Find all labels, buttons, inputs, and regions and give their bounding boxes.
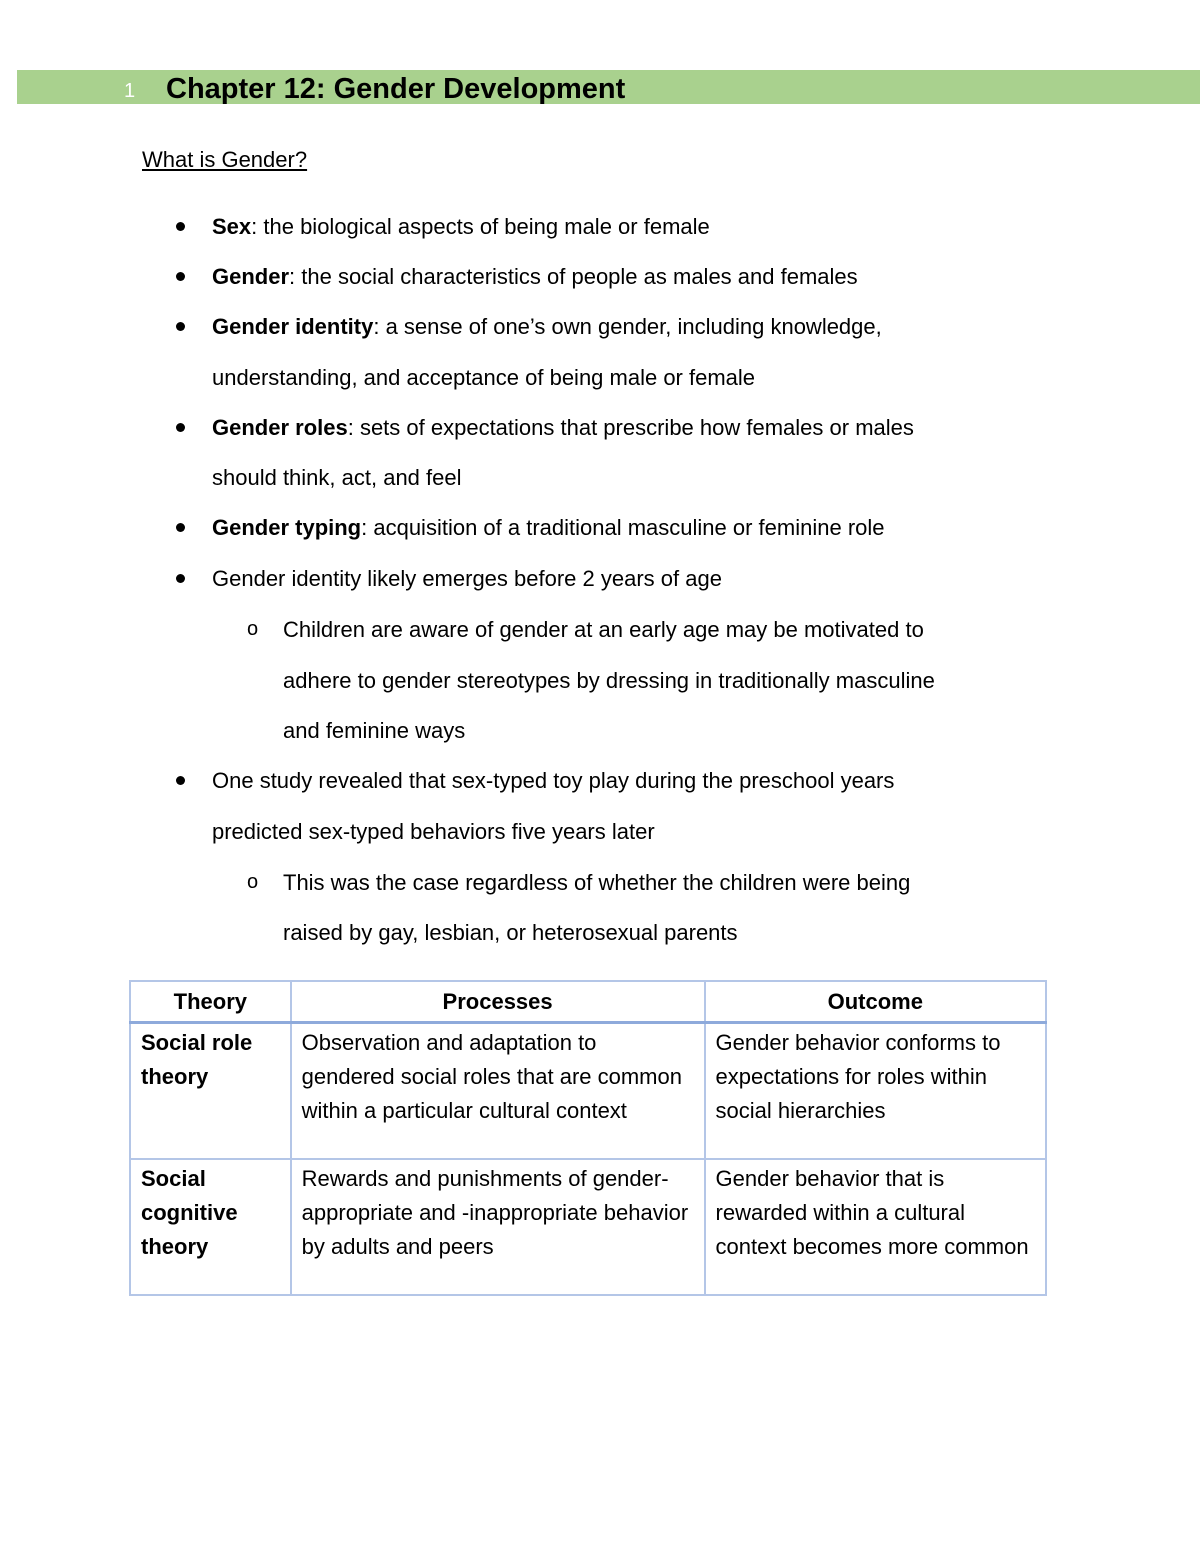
definition: : acquisition of a traditional masculine or feminine role [361,515,885,540]
sub-item-text: This was the case regardless of whether the children were being [283,870,911,895]
list-item [212,402,914,453]
bullet-icon [176,272,185,281]
sub-bullet-icon: o [247,871,259,893]
definition: Gender identity likely emerges before 2 years of age [212,566,722,591]
table-row [130,1023,1046,1160]
bullet-icon [176,523,185,532]
bullet-icon [176,423,185,432]
list-item-continuation: predicted sex-typed behaviors five years later [212,819,655,844]
definition: : a sense of one’s own gender, including knowledge, [373,314,882,339]
sub-item-continuation: raised by gay, lesbian, or heterosexual parents [283,920,738,945]
column-header-processes: Processes [291,981,705,1023]
column-header-theory: Theory [130,981,291,1023]
term: Gender roles [212,415,348,440]
table-header-row [130,981,1046,1023]
term: Gender typing [212,515,362,540]
page-number: 1 [124,80,136,102]
bullet-icon [176,776,185,785]
outcome-cell: Gender behavior conforms to expectations for roles within social hierarchies [705,1023,1046,1160]
list-item-continuation: understanding, and acceptance of being male or female [212,365,756,390]
theory-cell: Social cognitive theory [130,1159,291,1295]
definition: : the biological aspects of being male or female [251,214,710,239]
theory-cell: Social role theory [130,1023,291,1160]
sub-bullet-icon: o [247,618,259,640]
page-title: Chapter 12: Gender Development [166,73,626,105]
term: Sex [212,214,252,239]
definition: : sets of expectations that prescribe how females or males [347,415,914,440]
definition: One study revealed that sex-typed toy play during the preschool years [212,768,895,793]
table-row [130,1159,1046,1295]
section-heading: What is Gender? [142,147,308,172]
bullet-icon [176,322,185,331]
theory-table [129,980,1047,1296]
processes-cell: Rewards and punishments of gender-appropriate and -inappropriate behavior by adults and peers [291,1159,705,1295]
list-item [212,755,894,806]
sub-list-item [247,857,911,908]
term: Gender identity [212,314,374,339]
list-item [212,201,710,252]
list-item [212,502,885,553]
term: Gender [212,264,290,289]
sub-list-item [247,604,924,655]
list-item-continuation: should think, act, and feel [212,465,462,490]
outcome-cell: Gender behavior that is rewarded within a cultural context becomes more common [705,1159,1046,1295]
sub-item-continuation: adhere to gender stereotypes by dressing in traditionally masculine [283,668,935,693]
column-header-outcome: Outcome [705,981,1046,1023]
sub-item-continuation: and feminine ways [283,718,466,743]
bullet-icon [176,574,185,583]
list-item [212,251,858,302]
list-item [212,553,722,604]
list-item [212,301,882,352]
definition: : the social characteristics of people as males and females [289,264,858,289]
sub-item-text: Children are aware of gender at an early age may be motivated to [283,617,924,642]
processes-cell: Observation and adaptation to gendered social roles that are common within a particular cultural context [291,1023,705,1160]
bullet-icon [176,222,185,231]
